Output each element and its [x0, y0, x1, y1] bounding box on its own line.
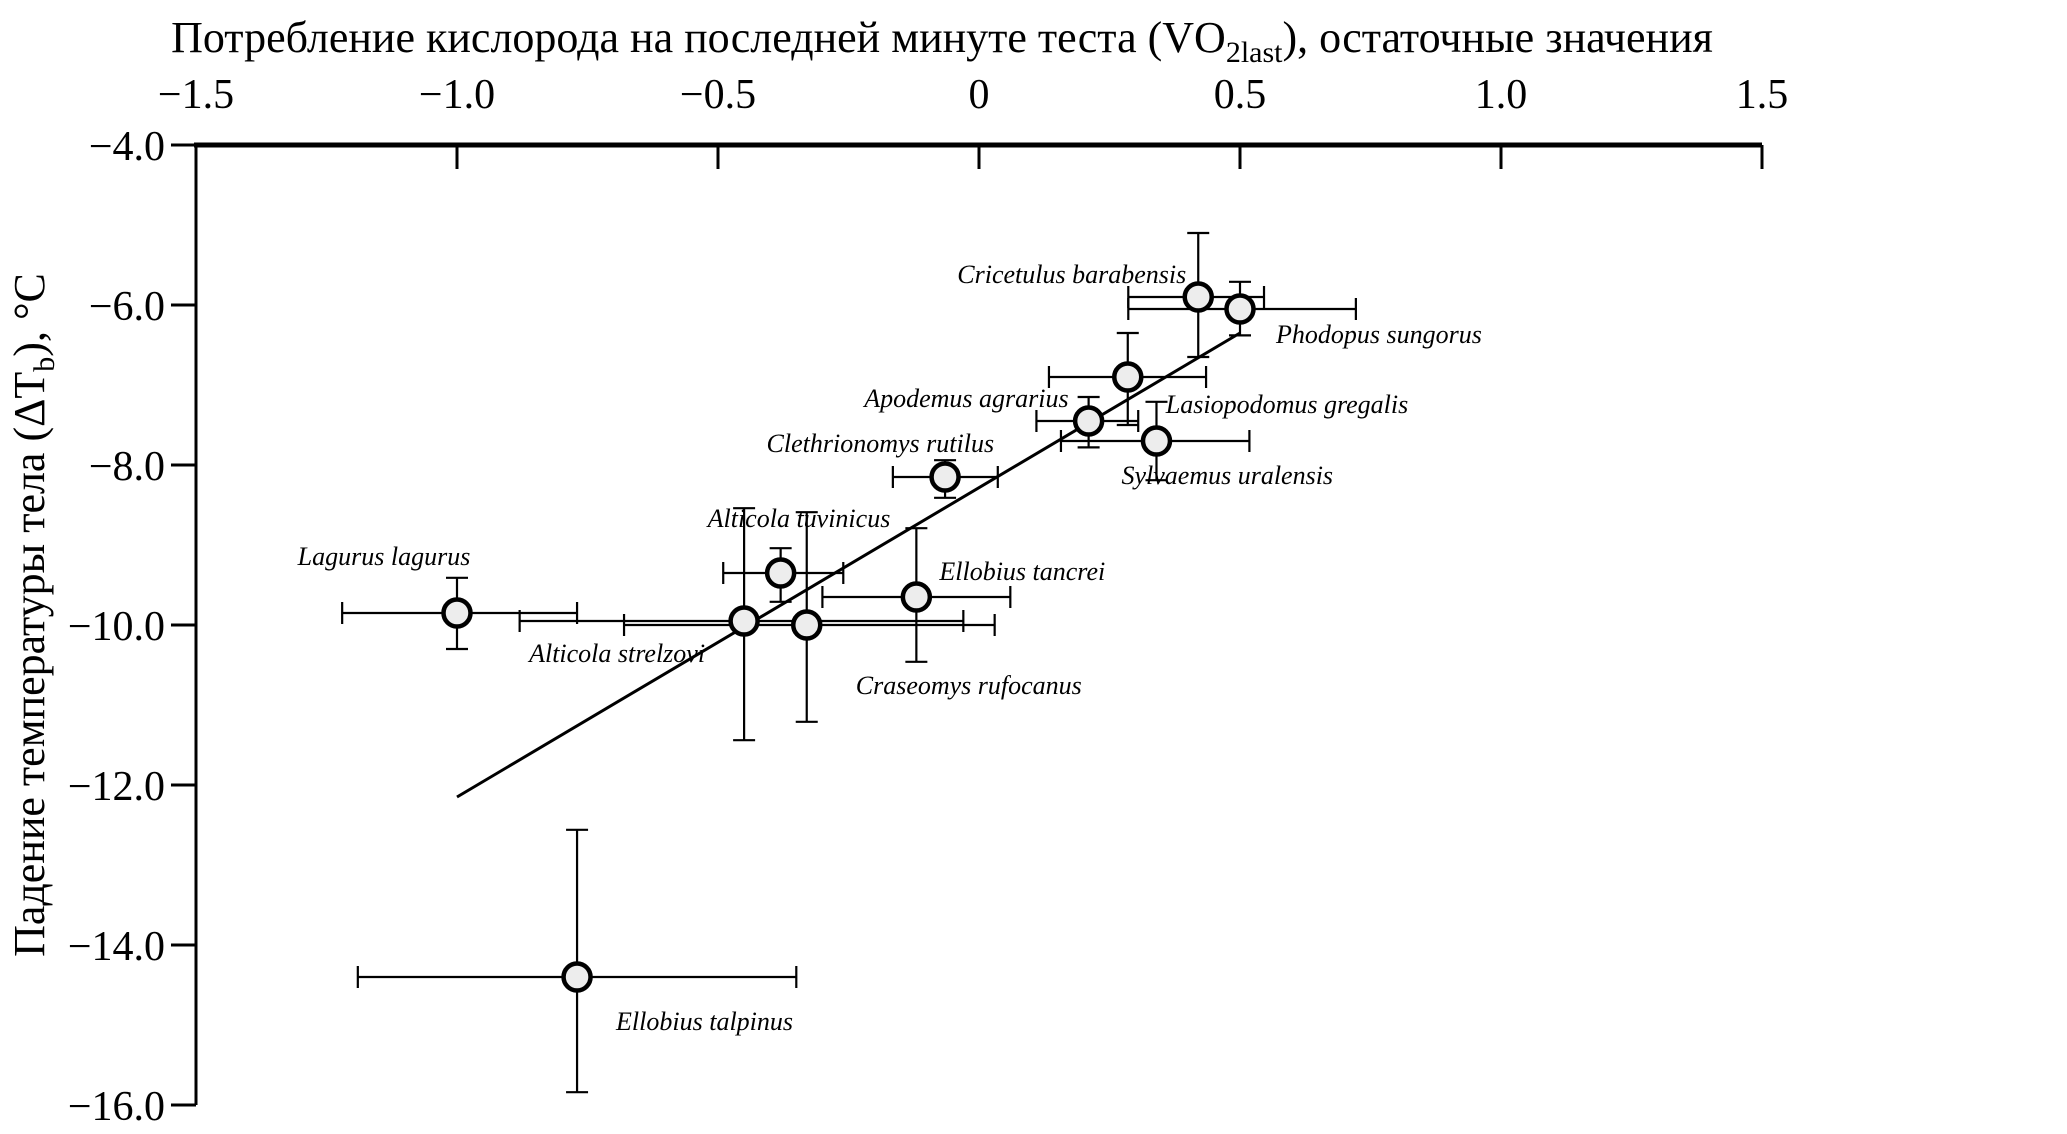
y-tick-label: −14.0	[67, 924, 165, 970]
species-label-ellobius-tancrei: Ellobius tancrei	[939, 557, 1106, 586]
data-point-ellobius-tancrei	[903, 584, 930, 611]
data-point-lagurus-lagurus	[444, 600, 471, 627]
species-labels	[297, 260, 1482, 1036]
species-label-phodopus-sungorus: Phodopus sungorus	[1276, 320, 1482, 349]
species-label-apodemus-agrarius: Apodemus agrarius	[864, 384, 1069, 413]
y-tick-label: −8.0	[88, 444, 165, 490]
species-label-lasiopodomus-gregalis: Lasiopodomus gregalis	[1165, 390, 1409, 419]
data-point-clethrionomys-rutilus	[932, 464, 959, 491]
error-bar-ellobius-talpinus	[358, 830, 796, 1092]
data-points	[444, 284, 1254, 991]
error-bars	[342, 233, 1356, 1092]
x-tick-label: 0	[968, 72, 990, 118]
species-label-craseomys-rufocanus: Craseomys rufocanus	[855, 671, 1082, 700]
species-label-lagurus-lagurus: Lagurus lagurus	[297, 542, 471, 571]
data-point-apodemus-agrarius	[1075, 408, 1102, 435]
regression-line	[457, 333, 1240, 797]
x-tick-label: 1.0	[1474, 72, 1528, 118]
species-label-clethrionomys-rutilus: Clethrionomys rutilus	[766, 429, 995, 458]
x-tick-label: −1.0	[418, 72, 496, 118]
data-point-craseomys-rufocanus	[793, 612, 820, 639]
species-label-cricetulus-barabensis: Cricetulus barabensis	[957, 260, 1187, 289]
species-label-sylvaemus-uralensis: Sylvaemus uralensis	[1121, 461, 1334, 490]
y-tick-label: −6.0	[88, 284, 165, 330]
x-tick-label: −0.5	[679, 72, 757, 118]
data-point-alticola-strelzovi	[731, 608, 758, 635]
species-label-ellobius-talpinus: Ellobius talpinus	[616, 1007, 794, 1036]
species-label-alticola-tuvinicus: Alticola tuvinicus	[707, 504, 891, 533]
chart-title: Потребление кислорода на последней минуте теста $(VO_{2last})$, остаточные значения	[171, 13, 1713, 69]
y-tick-label: −4.0	[88, 124, 165, 170]
data-point-sylvaemus-uralensis	[1143, 428, 1170, 455]
y-tick-label: −10.0	[67, 604, 165, 650]
y-tick-label: −16.0	[67, 1084, 165, 1130]
x-tick-label: 1.5	[1735, 72, 1789, 118]
y-axis-label: Падение температуры тела $(\Delta T_b)$, °C	[5, 273, 61, 957]
x-tick-label: 0.5	[1213, 72, 1267, 118]
x-tick-label: −1.5	[157, 72, 235, 118]
data-point-phodopus-sungorus	[1227, 296, 1254, 323]
data-point-cricetulus-barabensis	[1185, 284, 1212, 311]
data-point-lasiopodomus-gregalis	[1114, 364, 1141, 391]
trend-line	[457, 333, 1240, 797]
data-point-alticola-tuvinicus	[767, 560, 794, 587]
data-point-ellobius-talpinus	[564, 964, 591, 991]
species-label-alticola-strelzovi: Alticola strelzovi	[529, 639, 706, 668]
y-tick-label: −12.0	[67, 764, 165, 810]
